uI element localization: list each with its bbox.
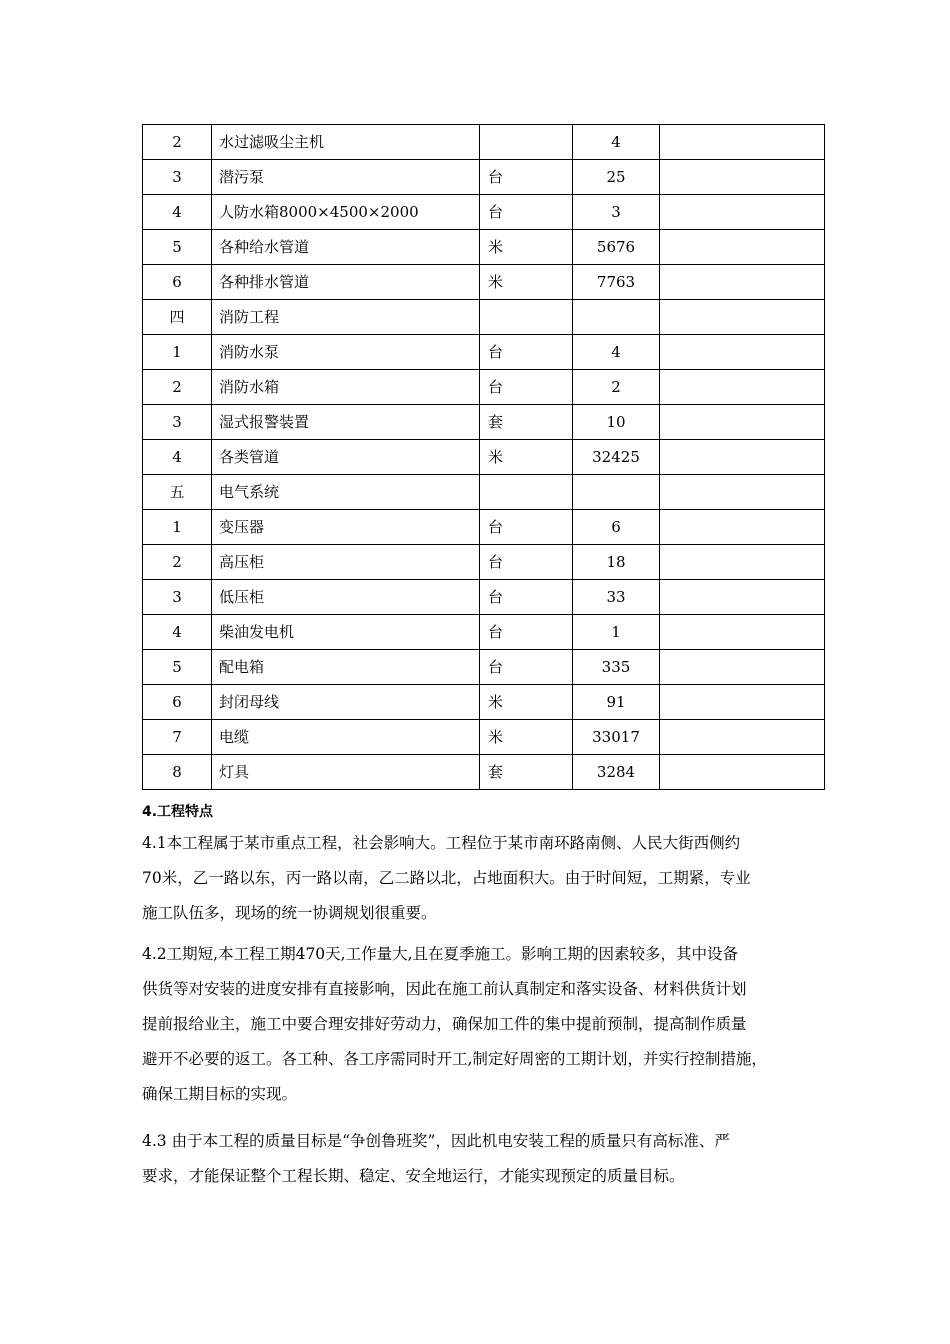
row-quantity: 7763 xyxy=(573,265,660,300)
row-number: 五 xyxy=(143,475,212,510)
row-number: 5 xyxy=(143,230,212,265)
row-number: 6 xyxy=(143,265,212,300)
row-note xyxy=(660,230,825,265)
row-quantity xyxy=(573,475,660,510)
paragraph-4-1 xyxy=(142,826,832,931)
row-note xyxy=(660,300,825,335)
row-number: 1 xyxy=(143,510,212,545)
table-row xyxy=(143,510,825,545)
row-unit: 台 xyxy=(480,615,573,650)
row-item-name: 柴油发电机 xyxy=(212,615,480,650)
row-quantity: 335 xyxy=(573,650,660,685)
row-quantity: 25 xyxy=(573,160,660,195)
table-row xyxy=(143,720,825,755)
row-unit: 台 xyxy=(480,195,573,230)
table-row xyxy=(143,230,825,265)
table-row xyxy=(143,545,825,580)
equipment-table xyxy=(142,124,825,790)
row-item-name: 潜污泵 xyxy=(212,160,480,195)
row-number: 3 xyxy=(143,580,212,615)
row-note xyxy=(660,510,825,545)
row-quantity: 3 xyxy=(573,195,660,230)
row-unit: 套 xyxy=(480,405,573,440)
row-note xyxy=(660,720,825,755)
row-quantity: 1 xyxy=(573,615,660,650)
row-number: 3 xyxy=(143,405,212,440)
row-quantity: 3284 xyxy=(573,755,660,790)
row-unit: 米 xyxy=(480,440,573,475)
row-item-name: 消防工程 xyxy=(212,300,480,335)
row-note xyxy=(660,475,825,510)
row-item-name: 配电箱 xyxy=(212,650,480,685)
paragraph-4-2 xyxy=(142,937,832,1112)
table-row xyxy=(143,405,825,440)
paragraph-line: 供货等对安装的进度安排有直接影响，因此在施工前认真制定和落实设备、材料供货计划 xyxy=(142,980,747,998)
row-note xyxy=(660,335,825,370)
paragraph-line: 4.2工期短,本工程工期470天,工作量大,且在夏季施工。影响工期的因素较多，其中设备 xyxy=(142,945,739,963)
paragraph-line: 4.3 由于本工程的质量目标是“争创鲁班奖”，因此机电安装工程的质量只有高标准、严 xyxy=(142,1132,730,1150)
row-quantity: 10 xyxy=(573,405,660,440)
row-number: 2 xyxy=(143,545,212,580)
table-row xyxy=(143,370,825,405)
paragraph-line: 确保工期目标的实现。 xyxy=(142,1085,298,1103)
table-row xyxy=(143,615,825,650)
row-item-name: 各种给水管道 xyxy=(212,230,480,265)
paragraph-line: 70米，乙一路以东，丙一路以南，乙二路以北，占地面积大。由于时间短，工期紧，专业 xyxy=(142,869,751,887)
row-quantity: 33017 xyxy=(573,720,660,755)
row-note xyxy=(660,440,825,475)
row-unit: 台 xyxy=(480,580,573,615)
row-number: 4 xyxy=(143,195,212,230)
row-unit: 台 xyxy=(480,510,573,545)
row-item-name: 各种排水管道 xyxy=(212,265,480,300)
row-note xyxy=(660,370,825,405)
row-quantity: 6 xyxy=(573,510,660,545)
row-item-name: 低压柜 xyxy=(212,580,480,615)
paragraph-line: 避开不必要的返工。各工种、各工序需同时开工,制定好周密的工期计划，并实行控制措施， xyxy=(142,1050,767,1068)
row-note xyxy=(660,650,825,685)
row-unit: 台 xyxy=(480,650,573,685)
row-number: 四 xyxy=(143,300,212,335)
table-row xyxy=(143,475,825,510)
row-unit: 米 xyxy=(480,720,573,755)
paragraph-line: 提前报给业主，施工中要合理安排好劳动力，确保加工件的集中提前预制，提高制作质量 xyxy=(142,1015,747,1033)
row-quantity: 4 xyxy=(573,125,660,160)
row-number: 4 xyxy=(143,440,212,475)
row-quantity: 91 xyxy=(573,685,660,720)
row-unit: 台 xyxy=(480,370,573,405)
paragraph-4-3 xyxy=(142,1124,832,1194)
paragraph-line: 要求，才能保证整个工程长期、稳定、安全地运行，才能实现预定的质量目标。 xyxy=(142,1167,685,1185)
row-note xyxy=(660,160,825,195)
table-row xyxy=(143,755,825,790)
row-unit: 台 xyxy=(480,160,573,195)
table-row xyxy=(143,160,825,195)
table-row xyxy=(143,650,825,685)
row-quantity: 5676 xyxy=(573,230,660,265)
table-row xyxy=(143,125,825,160)
table-row xyxy=(143,335,825,370)
row-item-name: 封闭母线 xyxy=(212,685,480,720)
table-row xyxy=(143,300,825,335)
row-item-name: 人防水箱8000×4500×2000 xyxy=(212,195,480,230)
row-quantity: 33 xyxy=(573,580,660,615)
row-item-name: 水过滤吸尘主机 xyxy=(212,125,480,160)
row-unit: 台 xyxy=(480,335,573,370)
paragraph-line: 4.1本工程属于某市重点工程，社会影响大。工程位于某市南环路南侧、人民大街西侧约 xyxy=(142,834,741,852)
row-note xyxy=(660,755,825,790)
row-unit: 米 xyxy=(480,685,573,720)
row-item-name: 消防水泵 xyxy=(212,335,480,370)
row-item-name: 电气系统 xyxy=(212,475,480,510)
row-note xyxy=(660,195,825,230)
row-number: 5 xyxy=(143,650,212,685)
row-item-name: 各类管道 xyxy=(212,440,480,475)
table-row xyxy=(143,195,825,230)
row-note xyxy=(660,265,825,300)
row-note xyxy=(660,580,825,615)
row-quantity: 4 xyxy=(573,335,660,370)
section-heading: 4.工程特点 xyxy=(142,804,214,820)
row-number: 1 xyxy=(143,335,212,370)
paragraph-line: 施工队伍多，现场的统一协调规划很重要。 xyxy=(142,904,437,922)
table-row xyxy=(143,265,825,300)
row-quantity: 18 xyxy=(573,545,660,580)
row-item-name: 电缆 xyxy=(212,720,480,755)
row-quantity: 32425 xyxy=(573,440,660,475)
table-row xyxy=(143,440,825,475)
row-number: 6 xyxy=(143,685,212,720)
row-item-name: 变压器 xyxy=(212,510,480,545)
row-note xyxy=(660,545,825,580)
row-unit: 米 xyxy=(480,265,573,300)
row-item-name: 高压柜 xyxy=(212,545,480,580)
row-unit xyxy=(480,125,573,160)
row-note xyxy=(660,125,825,160)
row-number: 2 xyxy=(143,370,212,405)
row-item-name: 湿式报警装置 xyxy=(212,405,480,440)
row-item-name: 灯具 xyxy=(212,755,480,790)
row-item-name: 消防水箱 xyxy=(212,370,480,405)
row-note xyxy=(660,405,825,440)
table-row xyxy=(143,685,825,720)
row-number: 3 xyxy=(143,160,212,195)
row-quantity: 2 xyxy=(573,370,660,405)
row-number: 4 xyxy=(143,615,212,650)
row-unit: 台 xyxy=(480,545,573,580)
equipment-table-body xyxy=(143,125,825,790)
row-quantity xyxy=(573,300,660,335)
row-unit xyxy=(480,475,573,510)
row-note xyxy=(660,685,825,720)
row-number: 8 xyxy=(143,755,212,790)
row-unit xyxy=(480,300,573,335)
row-note xyxy=(660,615,825,650)
row-unit: 米 xyxy=(480,230,573,265)
row-unit: 套 xyxy=(480,755,573,790)
row-number: 7 xyxy=(143,720,212,755)
table-row xyxy=(143,580,825,615)
row-number: 2 xyxy=(143,125,212,160)
